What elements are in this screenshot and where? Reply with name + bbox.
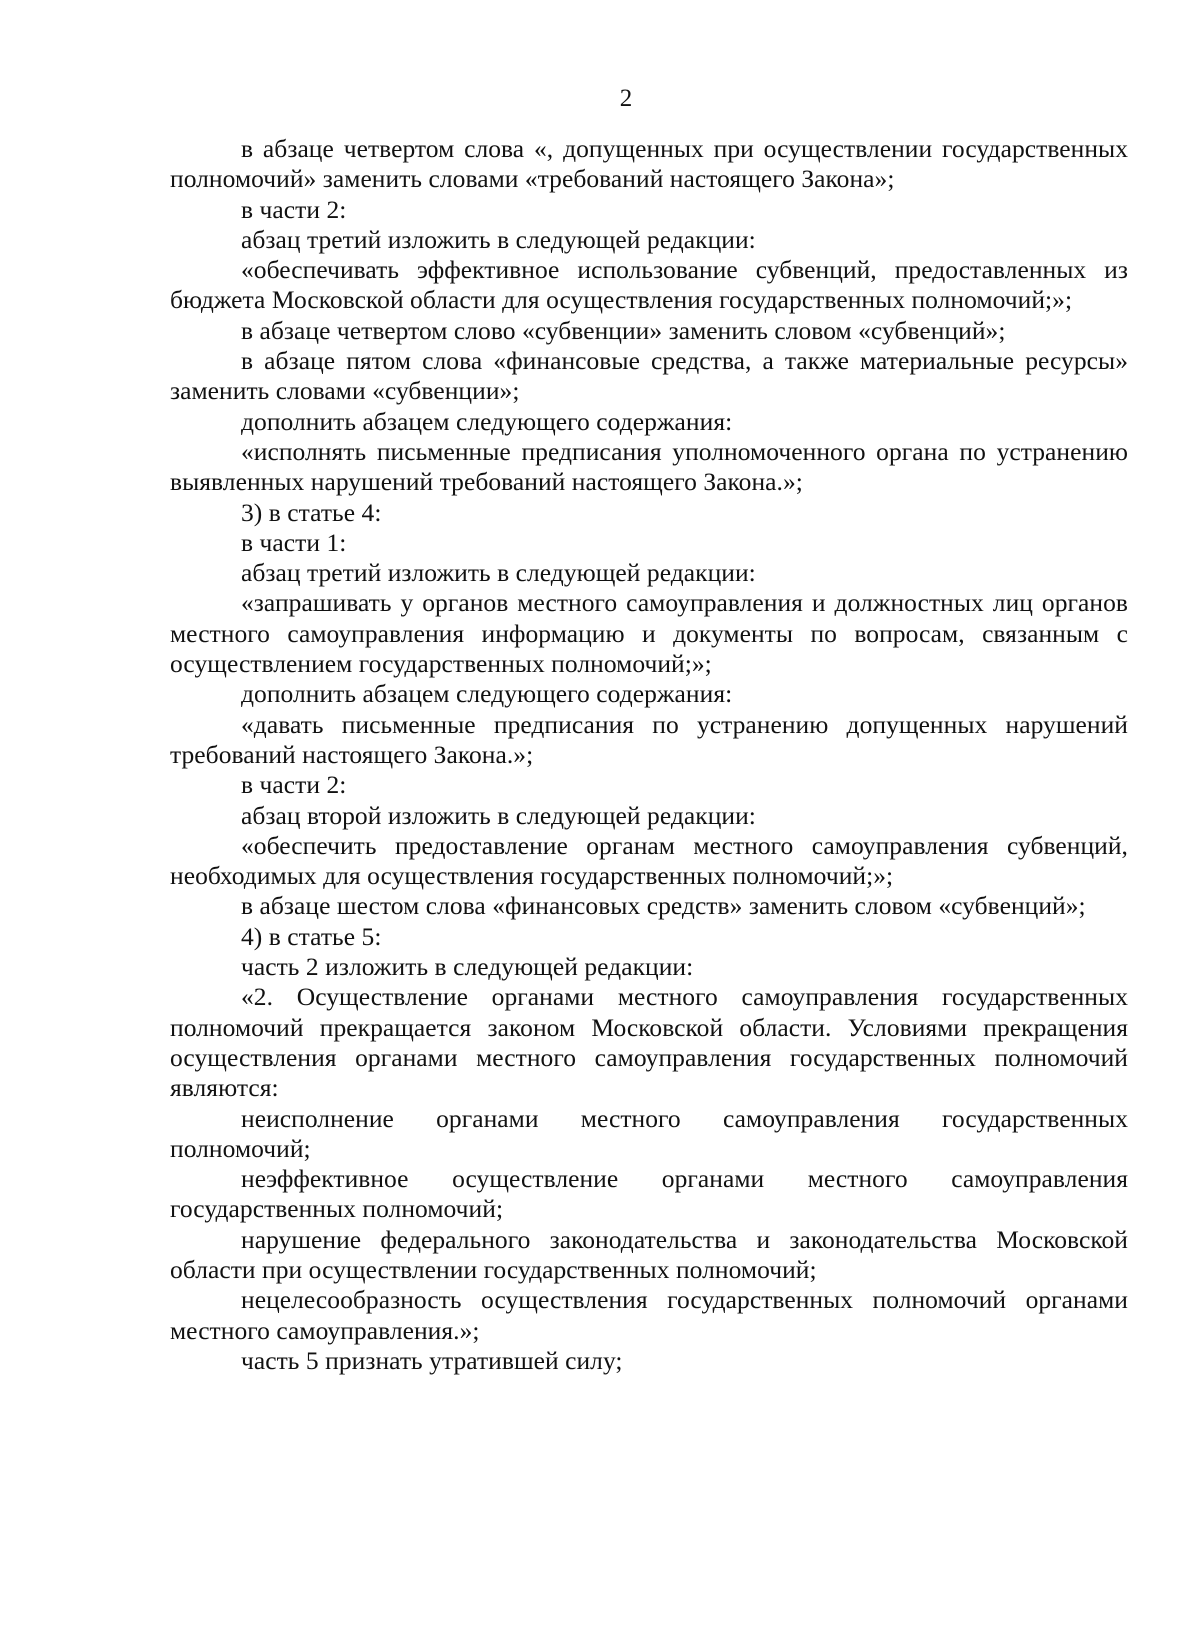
paragraph: «давать письменные предписания по устранению допущенных нарушений требований настоящего Закона.»; xyxy=(170,709,1128,769)
document-body xyxy=(170,134,1128,1376)
paragraph: нецелесообразность осуществления государственных полномочий органами местного самоуправления.»; xyxy=(170,1285,1128,1345)
paragraph: нарушение федерального законодательства и законодательства Московской области при осуществлении государственных полномочий; xyxy=(170,1224,1128,1284)
page-number: 2 xyxy=(619,85,633,112)
paragraph: в части 2: xyxy=(241,194,347,224)
paragraph: в абзаце шестом слова «финансовых средств» заменить словом «субвенций»; xyxy=(241,891,1086,921)
paragraph: «обеспечивать эффективное использование субвенций, предоставленных из бюджета Московской области для осуществления государственных полномочий;»; xyxy=(170,255,1128,315)
paragraph: «исполнять письменные предписания уполномоченного органа по устранению выявленных нарушений требований настоящего Закона.»; xyxy=(170,436,1128,497)
paragraph: часть 2 изложить в следующей редакции: xyxy=(241,952,694,982)
paragraph: дополнить абзацем следующего содержания: xyxy=(241,679,733,709)
paragraph: 4) в статье 5: xyxy=(241,921,382,951)
paragraph: «обеспечить предоставление органам местного самоуправления субвенций, необходимых для осуществления государственных полномочий;»; xyxy=(170,830,1128,891)
paragraph: «запрашивать у органов местного самоуправления и должностных лиц органов местного самоуправления информацию и документы по вопросам, связанным с осуществлением государственных полномочий;»; xyxy=(170,588,1128,679)
paragraph: неисполнение органами местного самоуправления государственных полномочий; xyxy=(170,1103,1128,1163)
paragraph: в части 1: xyxy=(241,527,347,557)
paragraph: в абзаце четвертом слова «, допущенных при осуществлении государственных полномочий» заменить словами «требований настоящего Закона»; xyxy=(170,134,1128,194)
paragraph: в части 2: xyxy=(241,770,347,800)
paragraph: в абзаце пятом слова «финансовые средства, а также материальные ресурсы» заменить словами «субвенции»; xyxy=(170,346,1128,406)
paragraph: абзац второй изложить в следующей редакции: xyxy=(241,800,756,830)
paragraph: 3) в статье 4: xyxy=(241,497,382,527)
paragraph: «2. Осуществление органами местного самоуправления государственных полномочий прекращается законом Московской области. Условиями прекращения осуществления органами местного самоуправления государственных полномочий являются: xyxy=(170,982,1128,1103)
paragraph: абзац третий изложить в следующей редакции: xyxy=(241,558,756,588)
paragraph: дополнить абзацем следующего содержания: xyxy=(241,406,733,436)
paragraph: неэффективное осуществление органами местного самоуправления государственных полномочий; xyxy=(170,1164,1128,1224)
paragraph: часть 5 признать утратившей силу; xyxy=(241,1345,623,1375)
paragraph: абзац третий изложить в следующей редакции: xyxy=(241,224,756,254)
paragraph: в абзаце четвертом слово «субвенции» заменить словом «субвенций»; xyxy=(241,315,1006,345)
